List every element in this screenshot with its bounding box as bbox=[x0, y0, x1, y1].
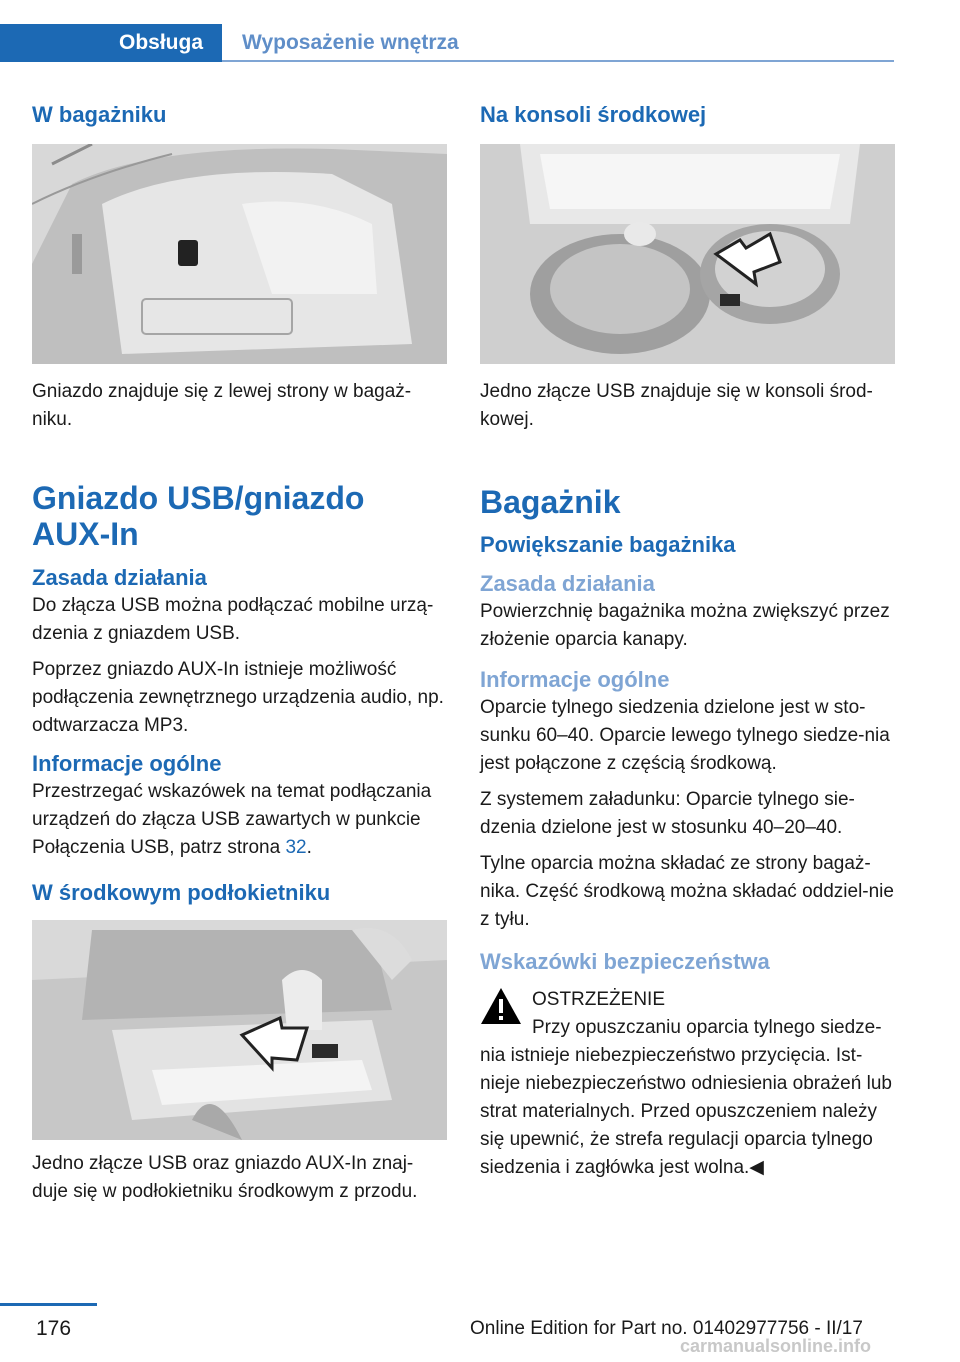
console-caption: Jedno złącze USB znajduje się w konsoli środ‐kowej. bbox=[480, 381, 873, 430]
tab-obsluga[interactable]: Obsługa bbox=[0, 24, 222, 62]
principle-heading-left: Zasada działania bbox=[32, 565, 207, 590]
general-text: Przestrzegać wskazówek na temat podłączania urządzeń do złącza USB zawartych w punkcie Połączenia USB, patrz strona bbox=[32, 781, 432, 858]
general-paragraph-left: Przestrzegać wskazówek na temat podłączania urządzeń do złącza USB zawartych w punkcie Połączenia USB, patrz strona 32. bbox=[32, 781, 432, 858]
warning-triangle-icon bbox=[480, 986, 522, 1026]
safety-heading: Wskazówki bezpieczeństwa bbox=[480, 949, 770, 974]
tab-wyposazenie-wnetrza[interactable]: Wyposażenie wnętrza bbox=[222, 24, 894, 62]
trunk-title: Bagażnik bbox=[480, 484, 621, 520]
page-header bbox=[0, 0, 960, 64]
general-paragraph-right-1: Oparcie tylnego siedzenia dzielone jest w sto‐sunku 60–40. Oparcie lewego tylnego siedze‐nia jest połączone z częścią środkową. bbox=[480, 697, 890, 774]
right-column bbox=[480, 100, 895, 1182]
trunk-heading: W bagażniku bbox=[32, 102, 167, 127]
general-heading-left: Informacje ogólne bbox=[32, 751, 222, 776]
console-usb-photo bbox=[480, 144, 895, 364]
armrest-heading: W środkowym podłokietniku bbox=[32, 880, 331, 905]
general-paragraph-right-3: Tylne oparcia można składać ze strony bagaż‐nika. Część środkową można składać oddziel‐nie z tyłu. bbox=[480, 853, 894, 930]
principle-paragraph-2: Poprzez gniazdo AUX-In istnieje możliwość podłączenia zewnętrznego urządzenia audio, np. odtwarzacza MP3. bbox=[32, 659, 444, 736]
warning-text-first: Przy opuszczaniu oparcia tylnego siedze‐ bbox=[532, 1017, 882, 1038]
armrest-caption: Jedno złącze USB oraz gniazdo AUX-In znaj‐duje się w podłokietniku środkowym z przodu. bbox=[32, 1153, 418, 1202]
principle-paragraph-1: Do złącza USB można podłączać mobilne urzą‐dzenia z gniazdem USB. bbox=[32, 595, 434, 644]
warning-label: OSTRZEŻENIE bbox=[532, 989, 666, 1010]
warning-box bbox=[480, 986, 895, 1182]
principle-paragraph-right: Powierzchnię bagażnika można zwiększyć przez złożenie oparcia kanapy. bbox=[480, 601, 890, 650]
trunk-socket-photo bbox=[32, 144, 447, 364]
watermark: carmanualsonline.info bbox=[680, 1336, 872, 1356]
enlarge-trunk-heading: Powiększanie bagażnika bbox=[480, 532, 736, 557]
console-heading: Na konsoli środkowej bbox=[480, 102, 707, 127]
armrest-usb-photo bbox=[32, 920, 447, 1140]
general-paragraph-right-2: Z systemem załadunku: Oparcie tylnego sie‐dzenia dzielone jest w stosunku 40–20–40. bbox=[480, 789, 855, 838]
left-column bbox=[32, 100, 447, 1206]
general-heading-right: Informacje ogólne bbox=[480, 667, 670, 692]
footer-divider bbox=[0, 1303, 97, 1306]
edition-note: Online Edition for Part no. 01402977756 - II/17 bbox=[470, 1318, 863, 1339]
usb-aux-title: Gniazdo USB/gniazdo AUX-In bbox=[32, 480, 365, 552]
page-number: 176 bbox=[36, 1317, 72, 1340]
trunk-caption: Gniazdo znajduje się z lewej strony w bagaż‐niku. bbox=[32, 381, 412, 430]
page-link-32[interactable]: 32 bbox=[285, 837, 307, 858]
header-divider bbox=[222, 60, 894, 62]
warning-text: nia istnieje niebezpieczeństwo przycięcia. Ist‐nieje niebezpieczeństwo odniesienia obrażeń lub strat materialnych. Przed opuszczeniem należy się upewnić, że strefa regulacji oparcia tylnego siedzenia i zagłówka jest wolna.◀ bbox=[480, 1045, 892, 1178]
principle-heading-right: Zasada działania bbox=[480, 571, 655, 596]
